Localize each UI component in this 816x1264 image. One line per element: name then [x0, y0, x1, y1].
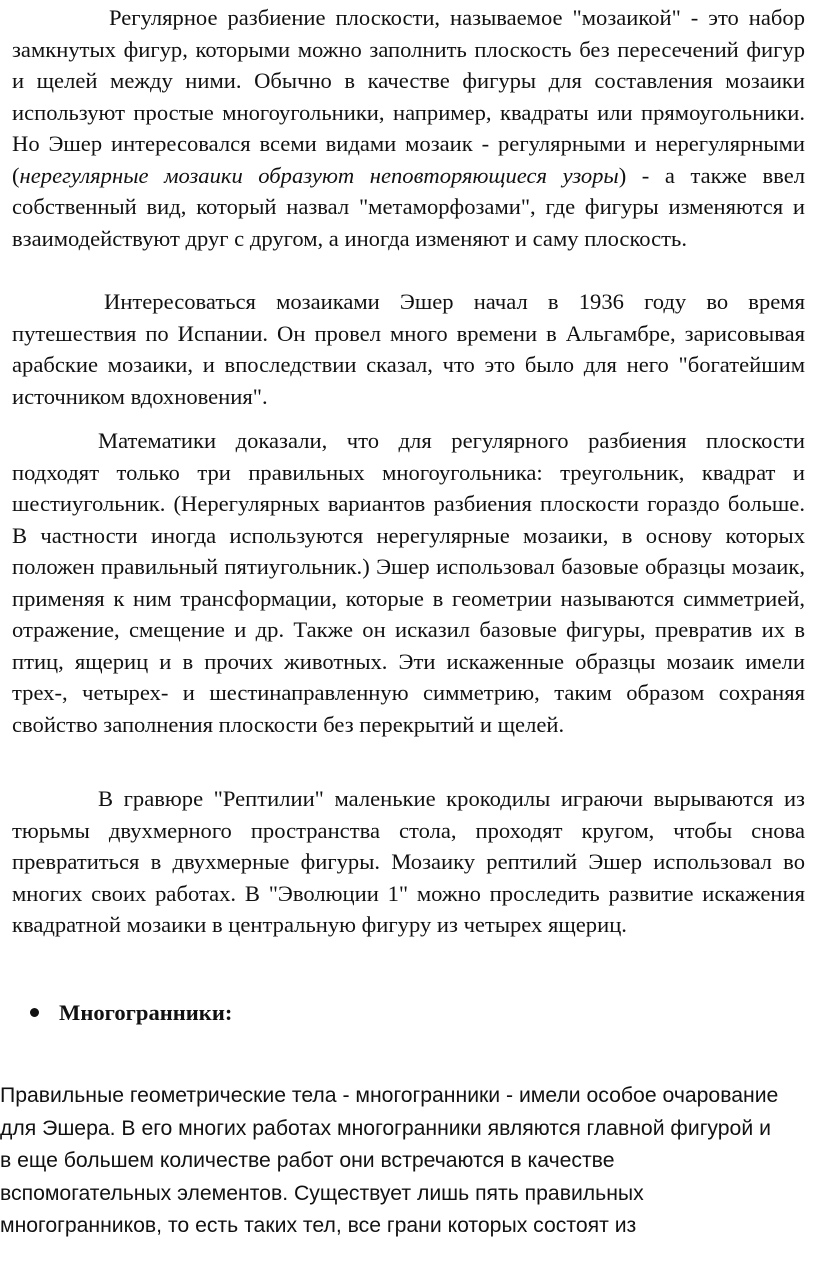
bullet-heading-text: Многогранники:: [59, 1000, 233, 1025]
bullet-icon: [30, 1008, 39, 1017]
paragraph-text: ) - а также ввел собственный вид, который назвал "метаморфозами", где фигуры изменяются и взаимодействуют друг с другом, а иногда изменяют и саму плоскость.: [12, 162, 805, 251]
paragraph-mathematicians: Математики доказали, что для регулярного разбиения плоскости подходят только три правильных многоугольника: треугольник, квадрат и шестиугольник. (Нерегулярных вариантов разбиения плоскости гораздо больше. В частности иногда используются нерегулярные мозаики, в основу которых положен правильный пятиугольник.) Эшер использовал базовые образцы мозаик, применяя к ним трансформации, которые в геометрии называются симметрией, отражение, смещение и др. Также он исказил базовые фигуры, превратив их в птиц, ящериц и в прочих животных. Эти искаженные образцы мозаик имели трех-, четырех- и шестинаправленную симметрию, таким образом сохраняя свойство заполнения плоскости без перекрытий и щелей.: [12, 428, 805, 737]
italic-note: нерегулярные мозаики образуют неповторяющиеся узоры: [19, 162, 619, 188]
paragraph-polyhedra: Правильные геометрические тела - многогранники - имели особое очарование для Эшера. В его многих работах многогранники являются главной фигурой и в еще большем количестве работ они встречаются в качестве вспомогательных элементов. Существует лишь пять правильных многогранников, то есть таких тел, все грани которых состоят из: [0, 1084, 779, 1238]
paragraph-text: Регулярное разбиение плоскости, называемое "мозаикой" - это набор замкнутых фигур, которыми можно заполнить плоскость без пересечений фигур и щелей между ними. Обычно в качестве фигуры для составления мозаики используют простые многоугольники, например, квадраты или прямоугольники. Но Эшер интересовался всеми видами мозаик - регулярными и нерегулярными (: [12, 5, 805, 188]
paragraph-spain-journey: Интересоваться мозаиками Эшер начал в 1936 году во время путешествия по Испании. Он провел много времени в Альгамбре, зарисовывая арабские мозаики, и впоследствии сказал, что это было для него "богатейшим источником вдохновения".: [12, 289, 805, 409]
paragraph-reptiles: В гравюре "Рептилии" маленькие крокодилы играючи вырываются из тюрьмы двухмерного пространства стола, проходят кругом, чтобы снова превратиться в двухмерные фигуры. Мозаику рептилий Эшер использовал во многих своих работах. В "Эволюции 1" можно проследить развитие искажения квадратной мозаики в центральную фигуру из четырех ящериц.: [12, 786, 805, 937]
paragraph-mosaic-definition: [12, 2, 805, 254]
bullet-heading-polyhedra: [30, 997, 232, 1029]
